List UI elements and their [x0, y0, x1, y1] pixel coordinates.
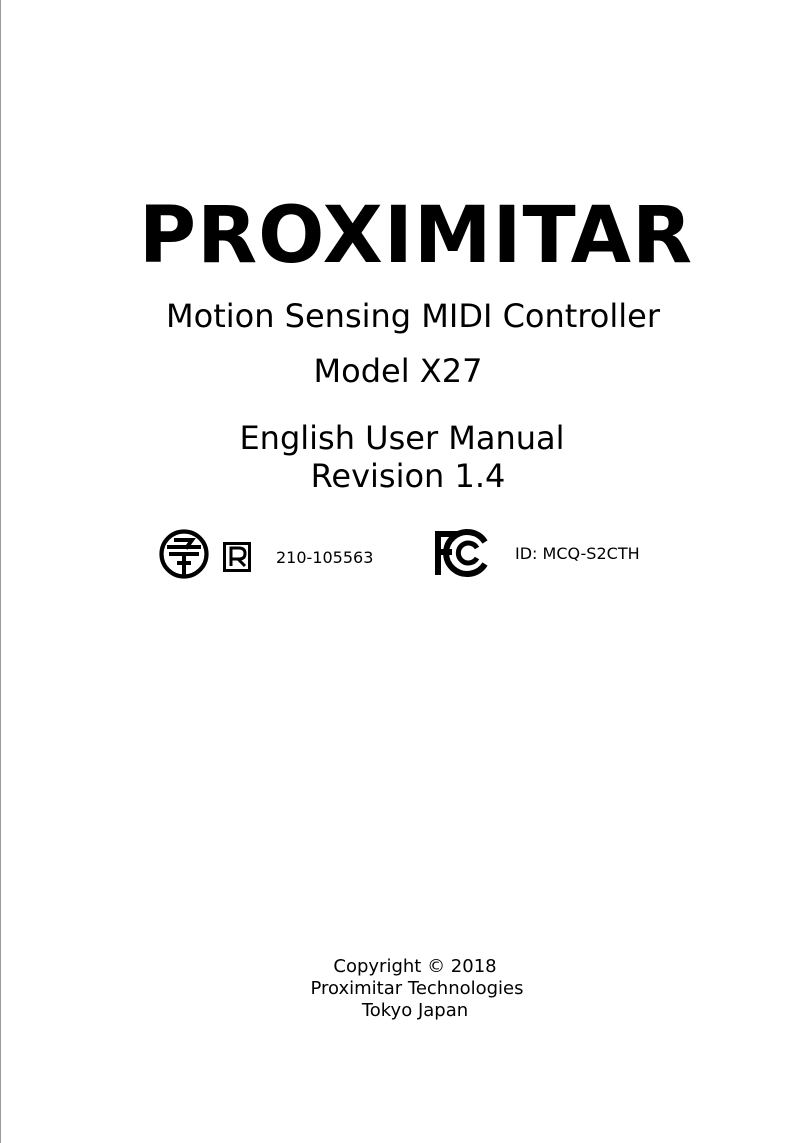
copyright-notice: Copyright © 2018: [333, 956, 497, 977]
registered-r-icon: [223, 542, 251, 572]
certification-row: [0, 524, 808, 584]
japan-telec-mark-icon: [158, 528, 210, 580]
fcc-id-label: ID: MCQ-S2CTH: [515, 544, 640, 563]
manual-title: English User Manual: [239, 419, 565, 457]
fcc-logo-icon: [434, 528, 490, 578]
model-name: Model X27: [313, 352, 483, 390]
product-title: PROXIMITAR: [138, 191, 694, 281]
company-location: Tokyo Japan: [361, 1000, 469, 1021]
japan-certification-number: 210-105563: [276, 548, 374, 567]
revision-number: Revision 1.4: [310, 457, 506, 495]
product-subtitle: Motion Sensing MIDI Controller: [166, 297, 660, 335]
company-name: Proximitar Technologies: [310, 978, 524, 999]
